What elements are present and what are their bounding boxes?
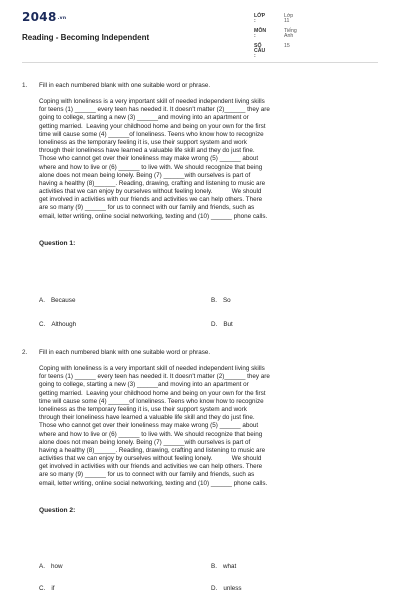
passage-line: are so many (9) ______ for us to connect with our family and friends, such as [39,204,255,212]
option-letter: B. [211,297,217,304]
site-logo[interactable] [22,10,66,24]
passage-line: having a healthy (8)______. Reading, drawing, crafting and listening to music are [39,446,266,454]
option-text: what [222,563,237,570]
meta-label: LỚP : [254,13,265,25]
passage-line: going to college, starting a new (3) ______and moving into an apartment or [39,381,249,389]
meta-label: SỐ CÂU : [254,43,266,60]
passage-line: are so many (9) ______ for us to connect with our family and friends, such as [39,471,255,479]
passage-line: through their loneliness have learned a valuable life skill and they do just fine. [39,414,255,422]
option-text: if [51,585,55,592]
passage-line: activities that we can enjoy by ourselves without feeling lonely. We should [39,188,262,196]
option-letter: A. [39,297,45,304]
logo-text: 2048 [22,10,57,24]
option-text: So [222,297,231,304]
option-letter: D. [211,585,218,592]
option-c[interactable] [39,585,54,592]
option-letter: C. [39,321,46,328]
passage-line: loneliness as the temporary feeling it is, use their support system and work [39,405,247,413]
passage-line: alone does not mean being lonely. Being (7) ______with ourselves is part of [39,171,251,179]
option-a[interactable] [39,563,63,570]
option-text: But [223,321,233,328]
option-b[interactable] [211,563,236,570]
passage-line: Coping with loneliness is a very important skill of needed independent living skills [39,98,265,105]
option-b[interactable] [211,297,231,304]
option-text: Although [51,321,77,328]
passage-line: going to college, starting a new (3) ______and moving into an apartment or [39,114,249,122]
meta-label: MÔN : [254,28,267,40]
question-label: Question 2: [39,507,76,514]
meta-value: Tiếng Anh [284,28,297,40]
header-divider [22,62,378,63]
option-text: unless [223,585,242,592]
option-text: Because [50,297,76,304]
option-letter: A. [39,563,45,570]
option-c[interactable] [39,321,76,328]
option-d[interactable] [211,321,233,328]
passage-line: email, letter writing, online social networking, texting and (10) ______ phone calls. [39,212,268,220]
passage-text [39,365,379,488]
option-letter: B. [211,563,217,570]
passage-line: Those who cannot get over their loneliness may make wrong (5) ______ about [39,155,259,163]
option-d[interactable] [211,585,242,592]
option-letter: D. [211,321,218,328]
option-letter: C. [39,585,46,592]
passage-line: time will cause some (4) ______of loneliness. Teens who know how to recognize [39,130,264,138]
option-a[interactable] [39,297,75,304]
passage-line: get involved in activities with our friends and activities we can help others. There [39,463,263,471]
meta-value: Lớp 11 [284,13,294,25]
passage-line: for teens (1) ______ every teen has needed it. It doesn't matter (2)______ they are [39,106,270,114]
passage-line: through their loneliness have learned a valuable life skill and they do just fine. [39,147,255,155]
passage-line: Those who cannot get over their loneliness may make wrong (5) ______ about [39,422,259,430]
passage-line: where and how to live or (6) ______ to live with. We should recognize that being [39,430,263,438]
question-instruction: Fill in each numbered blank with one suitable word or phrase. [39,349,211,356]
question-label: Question 1: [39,240,76,247]
passage-line: time will cause some (4) ______of loneliness. Teens who know how to recognize [39,397,264,405]
passage-line: loneliness as the temporary feeling it is, use their support system and work [39,138,247,146]
page-header [0,0,400,70]
page-title: Reading - Becoming Independent [22,33,150,42]
passage-line: activities that we can enjoy by ourselves without feeling lonely. We should [39,455,262,463]
passage-line: email, letter writing, online social networking, texting and (10) ______ phone calls. [39,479,268,487]
passage-line: getting married. Leaving your childhood home and being on your own for the first [39,122,266,130]
passage-text [39,98,379,221]
question-number: 1. [22,82,28,89]
question-instruction: Fill in each numbered blank with one suitable word or phrase. [39,82,211,89]
passage-line: for teens (1) ______ every teen has needed it. It doesn't matter (2)______ they are [39,373,270,381]
logo-suffix: .vn [57,16,67,21]
passage-line: getting married. Leaving your childhood home and being on your own for the first [39,389,266,397]
option-text: how [50,563,63,570]
passage-line: get involved in activities with our friends and activities we can help others. There [39,196,263,204]
meta-value: 15 [284,43,290,49]
passage-line: having a healthy (8)______. Reading, drawing, crafting and listening to music are [39,179,266,187]
question-number: 2. [22,349,28,356]
passage-line: alone does not mean being lonely. Being (7) ______with ourselves is part of [39,438,251,446]
passage-line: where and how to live or (6) ______ to live with. We should recognize that being [39,163,263,171]
passage-line: Coping with loneliness is a very important skill of needed independent living skills [39,365,265,372]
